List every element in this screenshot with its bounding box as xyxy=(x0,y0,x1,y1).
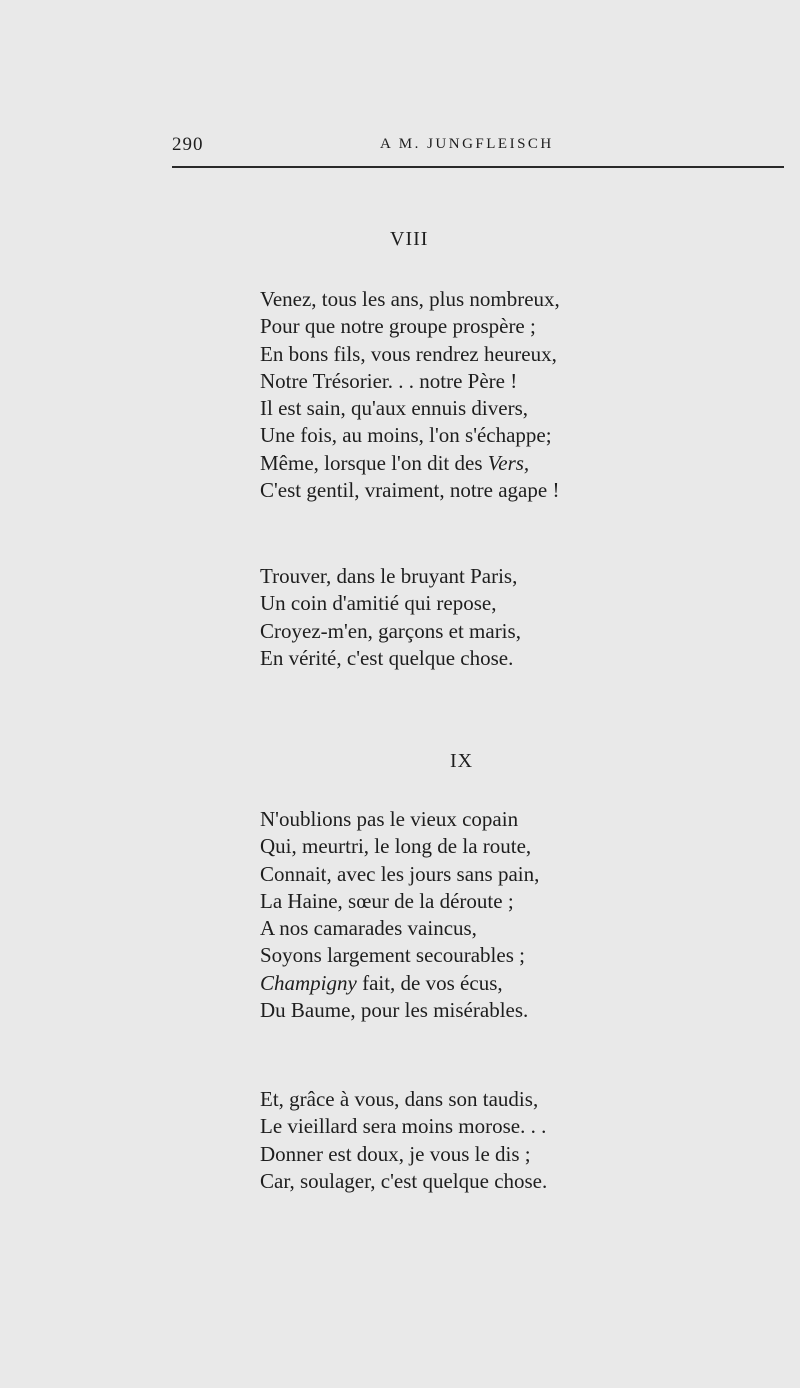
verse-line: En bons fils, vous rendrez heureux, xyxy=(260,341,557,366)
verse-line: En vérité, c'est quelque chose. xyxy=(260,645,514,670)
stanza xyxy=(260,1086,547,1195)
verse-line: Il est sain, qu'aux ennuis divers, xyxy=(260,396,528,421)
section-heading-ix: IX xyxy=(450,750,474,772)
verse-line: La Haine, sœur de la déroute ; xyxy=(260,888,514,913)
verse-line: Trouver, dans le bruyant Paris, xyxy=(260,564,518,588)
page-number: 290 xyxy=(172,134,204,155)
verse-text: Même, lorsque l'on dit des xyxy=(260,450,488,475)
verse-line: A nos camarades vaincus, xyxy=(260,916,477,941)
verse-line: Une fois, au moins, l'on s'échappe; xyxy=(260,423,552,448)
verse-line xyxy=(260,970,539,997)
verse-line: C'est gentil, vraiment, notre agape ! xyxy=(260,478,560,503)
verse-line: Qui, meurtri, le long de la route, xyxy=(260,834,532,859)
stanza xyxy=(260,806,539,1024)
verse-line: Le vieillard sera moins morose. . . xyxy=(260,1114,547,1139)
verse-line: Car, soulager, c'est quelque chose. xyxy=(260,1168,548,1193)
verse-line: Un coin d'amitié qui repose, xyxy=(260,591,497,616)
italic-word: Vers, xyxy=(487,450,530,475)
running-title: A M. JUNGFLEISCH xyxy=(380,136,554,152)
verse-line: Notre Trésorier. . . notre Père ! xyxy=(260,368,518,393)
stanza xyxy=(260,563,521,672)
verse-line xyxy=(260,450,560,477)
verse-line: Connait, avec les jours sans pain, xyxy=(260,861,540,886)
verse-line: Et, grâce à vous, dans son taudis, xyxy=(260,1087,539,1111)
section-heading-viii: VIII xyxy=(390,228,429,250)
verse-line: Venez, tous les ans, plus nombreux, xyxy=(260,287,560,311)
verse-line: Croyez-m'en, garçons et maris, xyxy=(260,618,521,643)
verse-line: Du Baume, pour les misérables. xyxy=(260,998,529,1023)
verse-line: Donner est doux, je vous le dis ; xyxy=(260,1141,531,1166)
running-head xyxy=(172,134,784,160)
header-rule xyxy=(172,166,784,168)
verse-line: Soyons largement secourables ; xyxy=(260,943,525,968)
verse-line: Pour que notre groupe prospère ; xyxy=(260,314,536,339)
verse-text: fait, de vos écus, xyxy=(356,970,503,995)
verse-line: N'oublions pas le vieux copain xyxy=(260,807,519,831)
stanza xyxy=(260,286,560,504)
italic-word: Champigny xyxy=(260,970,357,995)
